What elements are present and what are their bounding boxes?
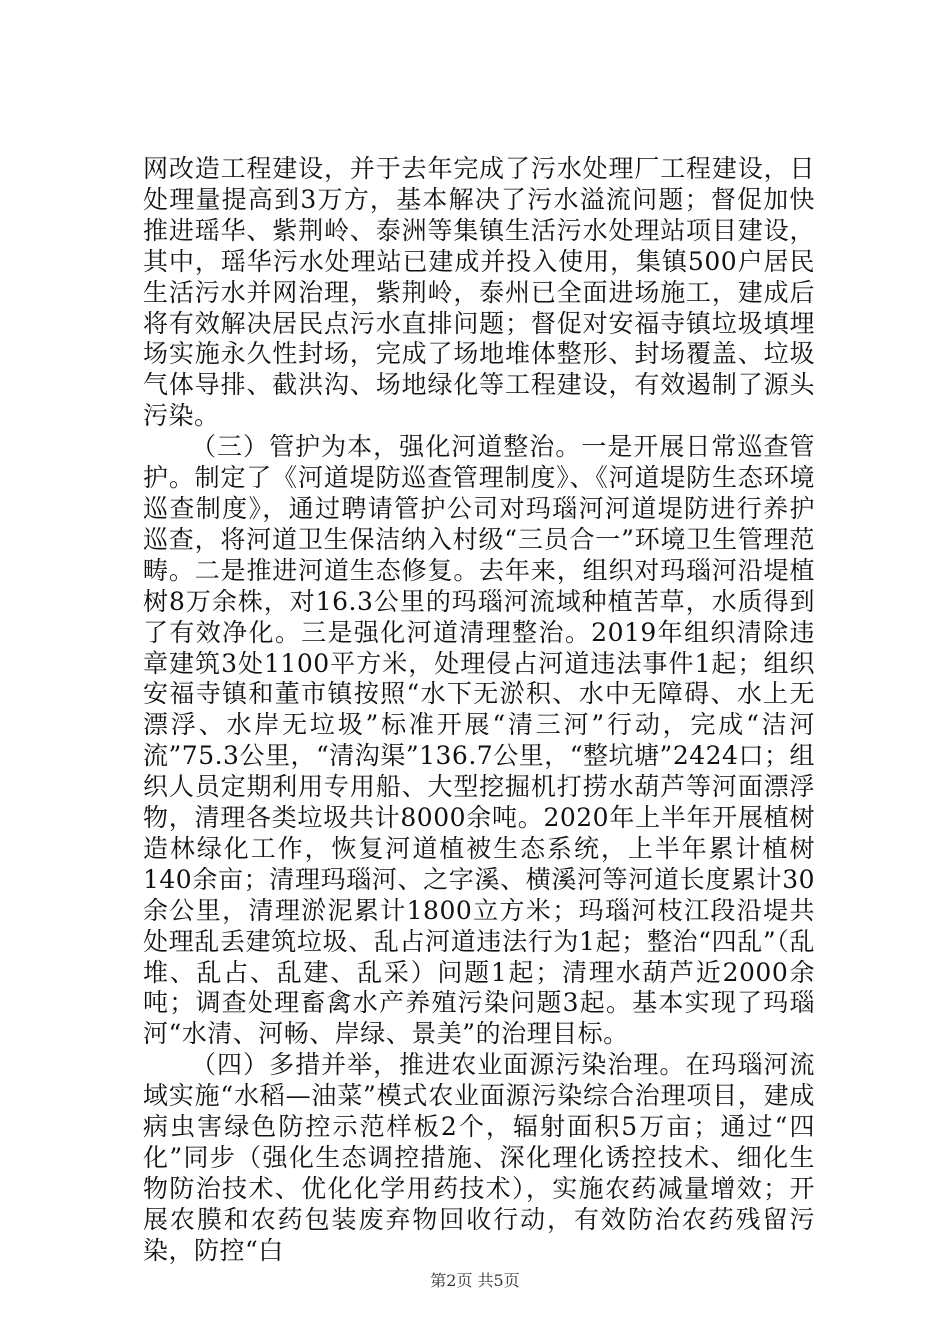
page-body	[143, 154, 815, 1267]
paragraph-3: （四）多措并举，推进农业面源污染治理。在玛瑙河流域实施“水稻—油菜”模式农业面源污染综合治理项目，建成病虫害绿色防控示范样板2个，辐射面积5万亩；通过“四化”同步（强化生态调控措施、深化理化诱控技术、细化生物防治技术、优化化学用药技术），实施农药减量增效；开展农膜和农药包装废弃物回收行动，有效防治农药残留污染，防控“白	[143, 1050, 815, 1265]
page-number-footer: 第2页 共5页	[430, 1271, 520, 1290]
paragraph-1: 网改造工程建设，并于去年完成了污水处理厂工程建设，日处理量提高到3万方，基本解决了污水溢流问题；督促加快推进瑶华、紫荆岭、泰洲等集镇生活污水处理站项目建设，其中，瑶华污水处理站已建成并投入使用，集镇500户居民生活污水并网治理，紫荆岭，泰州已全面进场施工，建成后将有效解决居民点污水直排问题；督促对安福寺镇垃圾填埋场实施永久性封场，完成了场地堆体整形、封场覆盖、垃圾气体导排、截洪沟、场地绿化等工程建设，有效遏制了源头污染。	[143, 154, 815, 431]
paragraph-2: （三）管护为本，强化河道整治。一是开展日常巡查管护。制定了《河道堤防巡查管理制度》、《河道堤防生态环境巡查制度》，通过聘请管护公司对玛瑙河河道堤防进行养护巡查，将河道卫生保洁纳入村级“三员合一”环境卫生管理范畴。二是推进河道生态修复。去年来，组织对玛瑙河沿堤植树8万余株，对16.3公里的玛瑙河流域种植苦草，水质得到了有效净化。三是强化河道清理整治。2019年组织清除违章建筑3处1100平方米，处理侵占河道违法事件1起；组织安福寺镇和董市镇按照“水下无淤积、水中无障碍、水上无漂浮、水岸无垃圾”标准开展“清三河”行动，完成“洁河流”75.3公里，“清沟渠”136.7公里，“整坑塘”2424口；组织人员定期利用专用船、大型挖掘机打捞水葫芦等河面漂浮物，清理各类垃圾共计8000余吨。2020年上半年开展植树造林绿化工作，恢复河道植被生态系统，上半年累计植树140余亩；清理玛瑙河、之字溪、横溪河等河道长度累计30余公里，清理淤泥累计1800立方米；玛瑙河枝江段沿堤共处理乱丢建筑垃圾、乱占河道违法行为1起；整治“四乱”（乱堆、乱占、乱建、乱采）问题1起；清理水葫芦近2000余吨；调查处理畜禽水产养殖污染问题3起。基本实现了玛瑙河“水清、河畅、岸绿、景美”的治理目标。	[143, 432, 815, 1049]
